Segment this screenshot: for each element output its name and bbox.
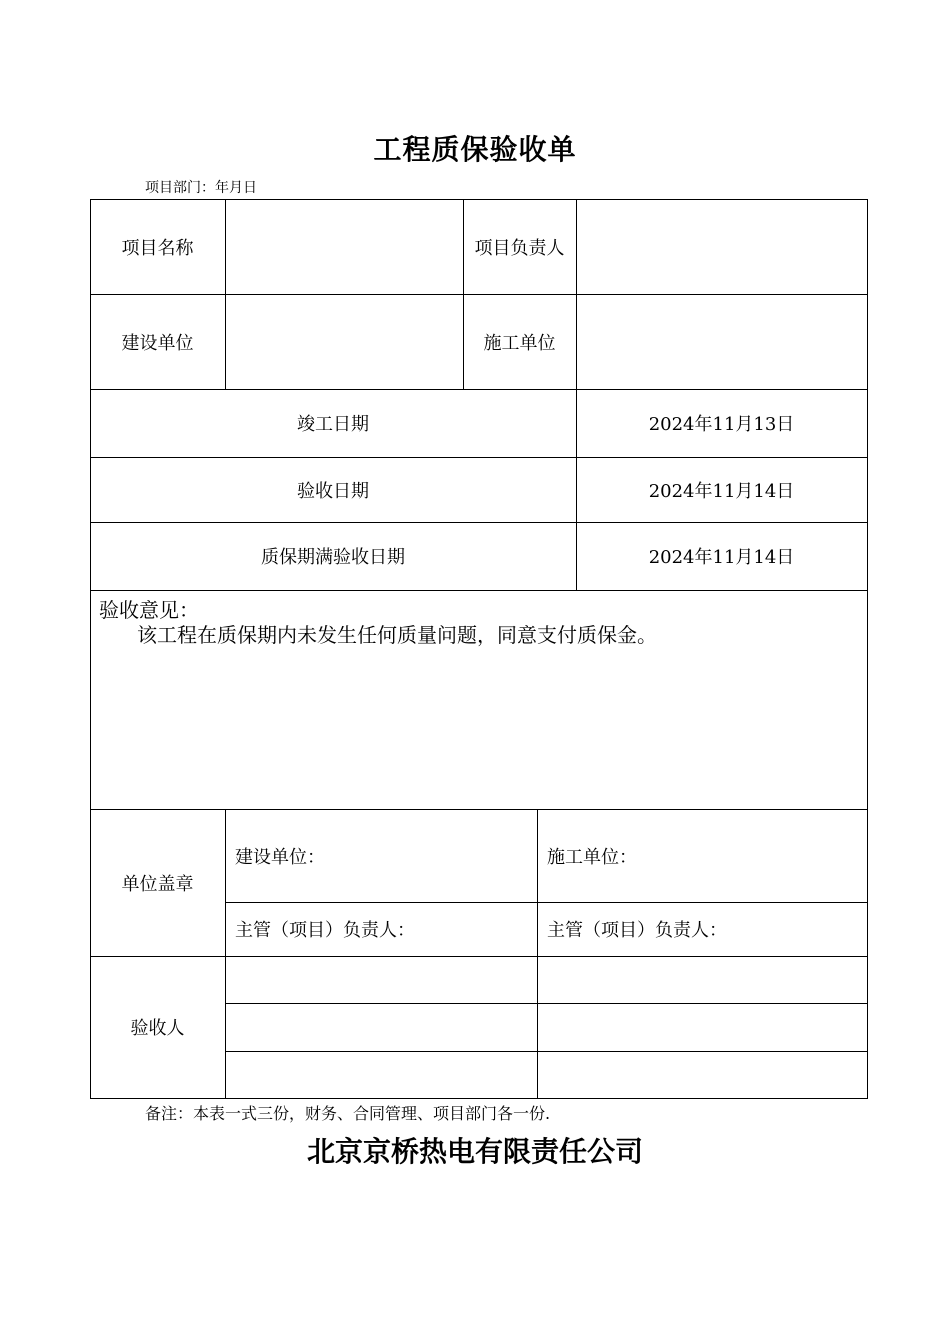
acceptor-label: 验收人	[130, 1018, 185, 1039]
document-title: 工程质保验收单	[373, 133, 577, 166]
acceptance-date-value: 2024年11月14日	[648, 480, 795, 502]
project-name-value[interactable]	[225, 199, 463, 294]
acceptance-date-label: 验收日期	[297, 480, 369, 502]
seal-label: 单位盖章	[121, 873, 194, 895]
project-leader-value[interactable]	[576, 199, 867, 294]
seal-builder-leader[interactable]: 主管（项目）负责人：	[547, 920, 727, 941]
table-line	[90, 1098, 868, 1099]
acceptor-cell[interactable]	[225, 1051, 537, 1098]
company-name: 北京京桥热电有限责任公司	[306, 1135, 643, 1168]
opinion-text: 该工程在质保期内未发生任何质量问题，同意支付质保金。	[137, 623, 657, 647]
acceptor-cell[interactable]	[225, 956, 537, 1003]
footer-note: 备注：本表一式三份，财务、合同管理、项目部门各一份.	[145, 1104, 551, 1123]
table-line	[867, 199, 868, 1099]
opinion-label: 验收意见：	[99, 598, 199, 622]
project-name-label: 项目名称	[121, 237, 194, 259]
table-line	[90, 590, 868, 591]
warranty-date-value: 2024年11月14日	[648, 547, 795, 568]
acceptor-cell[interactable]	[537, 1003, 867, 1051]
seal-builder-unit[interactable]: 施工单位：	[547, 846, 637, 868]
acceptor-cell[interactable]	[225, 1003, 537, 1051]
dept-line: 项目部门：年月日	[145, 180, 257, 196]
warranty-date-label: 质保期满验收日期	[261, 547, 405, 568]
seal-construction-leader[interactable]: 主管（项目）负责人：	[235, 920, 415, 941]
acceptor-cell[interactable]	[537, 956, 867, 1003]
builder-unit-label: 施工单位	[483, 332, 556, 354]
construction-unit-label: 建设单位	[121, 332, 194, 354]
completion-date-label: 竣工日期	[297, 414, 369, 435]
builder-unit-value[interactable]	[576, 294, 867, 389]
completion-date-value: 2024年11月13日	[648, 414, 795, 435]
construction-unit-value[interactable]	[225, 294, 463, 389]
seal-construction-unit[interactable]: 建设单位：	[235, 846, 325, 868]
project-leader-label: 项目负责人	[474, 237, 565, 259]
acceptor-cell[interactable]	[537, 1051, 867, 1098]
